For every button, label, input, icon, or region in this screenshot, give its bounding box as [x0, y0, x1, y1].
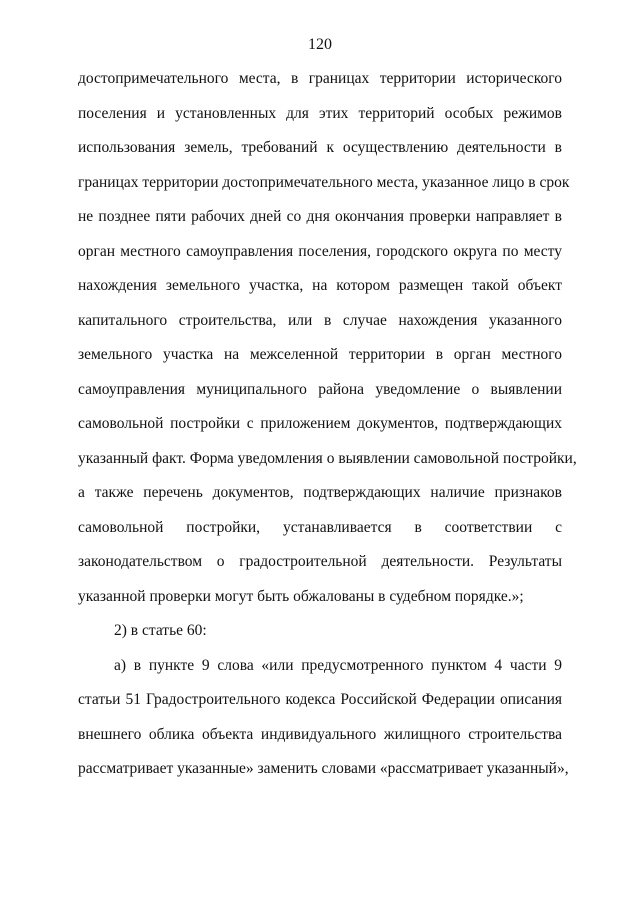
text-line: капитального строительства, или в случае нахождения указанного [78, 311, 562, 329]
text-line: не позднее пяти рабочих дней со дня окончания проверки направляет в [78, 208, 562, 225]
text-line: самовольной постройки с приложением документов, подтверждающих [78, 415, 562, 432]
text-line: земельного участка на межселенной территории в орган местного [78, 346, 562, 363]
text-line: границах территории достопримечательного места, указанное лицо в срок [78, 173, 570, 191]
text-line: внешнего облика объекта индивидуального жилищного строительства [78, 725, 562, 743]
text-line: указанный факт. Форма уведомления о выявлении самовольной постройки, [78, 449, 577, 467]
text-line: указанной проверки могут быть обжалованы в судебном порядке.»; [78, 587, 524, 605]
text-line: 2) в статье 60: [114, 622, 207, 639]
document-body [78, 69, 577, 794]
text-line: самоуправления муниципального района уведомление о выявлении [78, 380, 562, 398]
text-line: рассматривает указанные» заменить словами «рассматривает указанный», [78, 760, 569, 777]
text-line: законодательством о градостроительной деятельности. Результаты [78, 553, 562, 570]
text-line: достопримечательного места, в границах территории исторического [78, 70, 562, 87]
page-number: 120 [308, 36, 332, 53]
text-line: самовольной постройки, устанавливается в соответствии с [78, 518, 562, 536]
text-line: поселения и установленных для этих территорий особых режимов [78, 104, 562, 122]
text-line: использования земель, требований к осуществлению деятельности в [78, 139, 562, 156]
text-line: нахождения земельного участка, на котором размещен такой объект [78, 277, 562, 294]
text-line: орган местного самоуправления поселения, городского округа по месту [78, 242, 562, 260]
text-line: а также перечень документов, подтверждающих наличие признаков [78, 484, 562, 501]
text-line: статьи 51 Градостроительного кодекса Российской Федерации описания [78, 691, 562, 708]
text-line: а) в пункте 9 слова «или предусмотренного пунктом 4 части 9 [114, 656, 562, 674]
